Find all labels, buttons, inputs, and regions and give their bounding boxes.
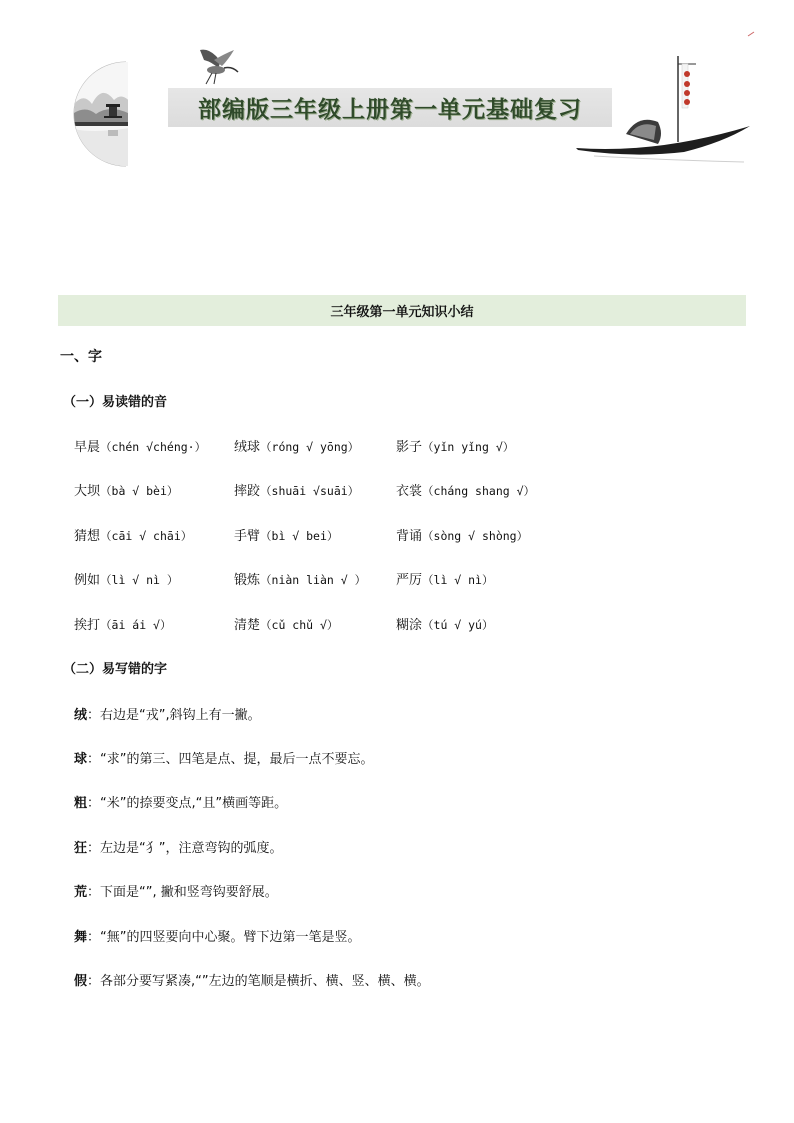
pronunciation-item: 影子（yǐn yǐng √） (396, 440, 515, 455)
pronunciation-item: 挨打（āi ái √） (74, 618, 172, 633)
pronunciation-item: 猜想（cāi √ chāi） (74, 529, 193, 544)
table-row (74, 436, 674, 456)
pronunciation-item: 大坝（bà √ bèi） (74, 484, 179, 499)
pronunciation-item: 手臂（bì √ bei） (234, 529, 339, 544)
heading-characters: 一、字 (60, 349, 102, 365)
pronunciation-item: 糊涂（tú √ yú） (396, 618, 494, 633)
section-banner (58, 295, 746, 326)
pronunciation-item: 摔跤（shuāi √suāi） (234, 484, 360, 499)
list-item: 狂：左边是“犭”，注意弯钩的弧度。 (74, 841, 283, 856)
pronunciation-item: 锻炼（niàn liàn √ ） (234, 573, 367, 588)
page-header (0, 0, 794, 175)
boat-lantern-illustration (574, 30, 758, 166)
page-title: 部编版三年级上册第一单元基础复习 (198, 97, 582, 123)
pronunciation-item: 例如（lì √ nì ） (74, 573, 179, 588)
list-item: 球：“求”的第三、四笔是点、提，最后一点不要忘。 (74, 752, 374, 767)
subheading-writing: （二）易写错的字 (63, 662, 168, 677)
table-row (74, 569, 674, 589)
crane-bird-illustration (194, 46, 240, 86)
list-item: 绒：右边是“戎”,斜钩上有一撇。 (74, 708, 261, 723)
list-item: 舞：“無”的四竖要向中心聚。臂下边第一笔是竖。 (74, 930, 361, 945)
landscape-crescent-illustration (70, 60, 130, 168)
pronunciation-item: 背诵（sòng √ shòng） (396, 529, 529, 544)
title-banner (168, 88, 612, 127)
pronunciation-item: 绒球（róng √ yōng） (234, 440, 360, 455)
list-item: 荒：下面是“”, 撇和竖弯钩要舒展。 (74, 885, 278, 900)
pronunciation-item: 严厉（lì √ nì） (396, 573, 494, 588)
subheading-pronunciation: （一）易读错的音 (63, 395, 168, 410)
pronunciation-item: 早晨（chén √chéng·） (74, 440, 207, 455)
section-banner-title: 三年级第一单元知识小结 (330, 305, 474, 320)
list-item: 假：各部分要写紧凑,“”左边的笔顺是横折、横、竖、横、横。 (74, 974, 430, 989)
list-item: 粗：“米”的捺要变点,“且”横画等距。 (74, 796, 288, 811)
pronunciation-item: 衣裳（cháng shang √） (396, 484, 536, 499)
table-row (74, 480, 674, 500)
pronunciation-item: 清楚（cǔ chǔ √） (234, 618, 339, 633)
table-row (74, 614, 674, 634)
table-row (74, 525, 674, 545)
